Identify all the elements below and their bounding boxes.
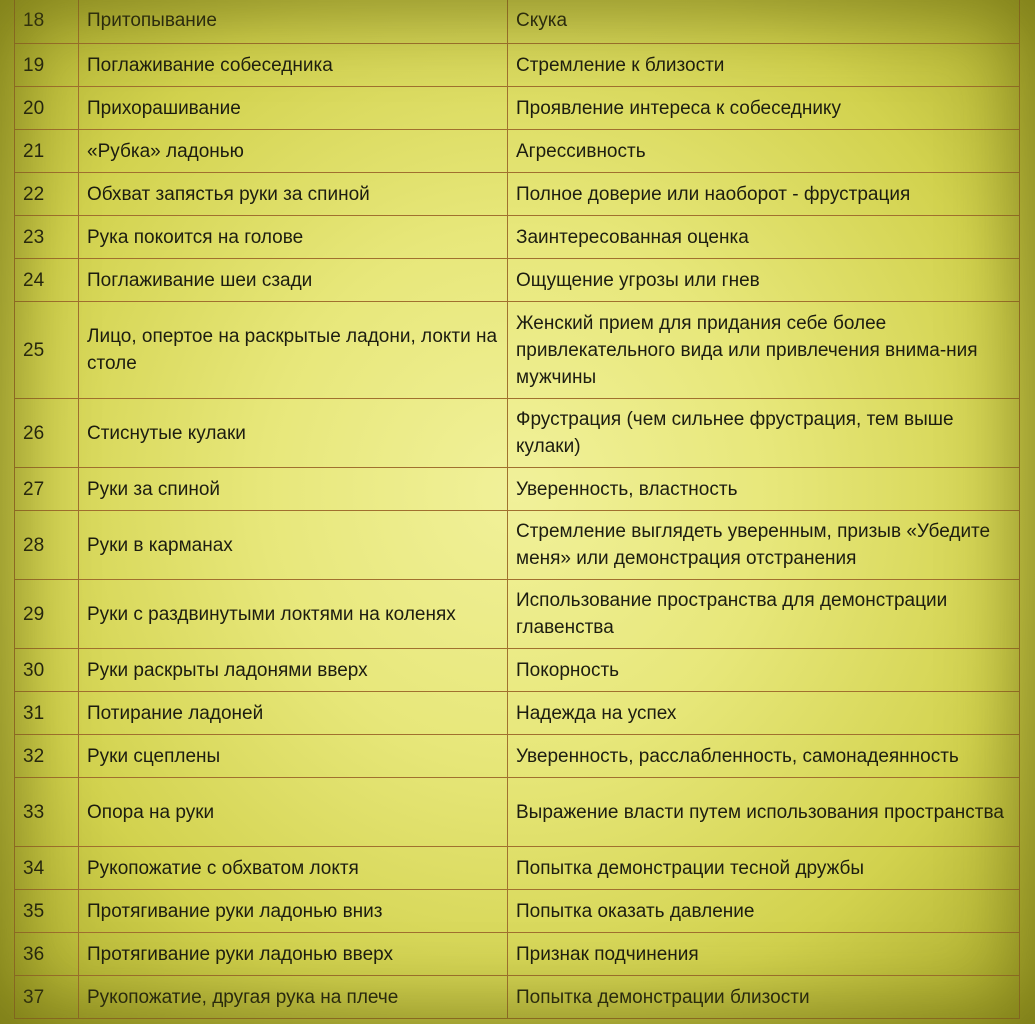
meaning-cell: Агрессивность xyxy=(508,130,1020,173)
gesture-cell: Притопывание xyxy=(79,0,508,44)
table-row xyxy=(15,649,1020,692)
table-row xyxy=(15,0,1020,44)
meaning-cell: Женский прием для придания себе более привлекательного вида или привлечения внима-ния мужчины xyxy=(508,302,1020,399)
table-row xyxy=(15,44,1020,87)
gesture-cell: Руки за спиной xyxy=(79,468,508,511)
meaning-cell: Использование пространства для демонстрации главенства xyxy=(508,580,1020,649)
table-row xyxy=(15,847,1020,890)
row-number-cell: 34 xyxy=(15,847,79,890)
row-number-cell: 22 xyxy=(15,173,79,216)
gesture-cell: «Рубка» ладонью xyxy=(79,130,508,173)
row-number-cell: 31 xyxy=(15,692,79,735)
meaning-cell: Уверенность, властность xyxy=(508,468,1020,511)
row-number-cell: 36 xyxy=(15,933,79,976)
row-number-cell: 19 xyxy=(15,44,79,87)
row-number-cell: 18 xyxy=(15,0,79,44)
gesture-cell: Руки сцеплены xyxy=(79,735,508,778)
gesture-cell: Руки в карманах xyxy=(79,511,508,580)
table-row xyxy=(15,692,1020,735)
meaning-cell: Уверенность, расслабленность, самонадеянность xyxy=(508,735,1020,778)
row-number-cell: 27 xyxy=(15,468,79,511)
meaning-cell: Надежда на успех xyxy=(508,692,1020,735)
table-body xyxy=(15,0,1020,1019)
meaning-cell: Попытка оказать давление xyxy=(508,890,1020,933)
row-number-cell: 28 xyxy=(15,511,79,580)
row-number-cell: 29 xyxy=(15,580,79,649)
gesture-cell: Стиснутые кулаки xyxy=(79,399,508,468)
table-row xyxy=(15,976,1020,1019)
meaning-cell: Заинтересованная оценка xyxy=(508,216,1020,259)
table-row xyxy=(15,130,1020,173)
row-number-cell: 20 xyxy=(15,87,79,130)
row-number-cell: 25 xyxy=(15,302,79,399)
row-number-cell: 35 xyxy=(15,890,79,933)
gesture-cell: Прихорашивание xyxy=(79,87,508,130)
meaning-cell: Скука xyxy=(508,0,1020,44)
gesture-cell: Поглаживание шеи сзади xyxy=(79,259,508,302)
meaning-cell: Признак подчинения xyxy=(508,933,1020,976)
table-row xyxy=(15,259,1020,302)
meaning-cell: Попытка демонстрации тесной дружбы xyxy=(508,847,1020,890)
row-number-cell: 37 xyxy=(15,976,79,1019)
table-row xyxy=(15,216,1020,259)
table-row xyxy=(15,890,1020,933)
meaning-cell: Фрустрация (чем сильнее фрустрация, тем выше кулаки) xyxy=(508,399,1020,468)
meaning-cell: Покорность xyxy=(508,649,1020,692)
gesture-cell: Потирание ладоней xyxy=(79,692,508,735)
table-row xyxy=(15,87,1020,130)
meaning-cell: Полное доверие или наоборот - фрустрация xyxy=(508,173,1020,216)
table-row xyxy=(15,778,1020,847)
table-row xyxy=(15,399,1020,468)
table-row xyxy=(15,173,1020,216)
row-number-cell: 33 xyxy=(15,778,79,847)
gesture-cell: Протягивание руки ладонью вниз xyxy=(79,890,508,933)
table-row xyxy=(15,735,1020,778)
table-row xyxy=(15,468,1020,511)
row-number-cell: 23 xyxy=(15,216,79,259)
gesture-cell: Обхват запястья руки за спиной xyxy=(79,173,508,216)
meaning-cell: Выражение власти путем использования пространства xyxy=(508,778,1020,847)
gesture-cell: Руки с раздвинутыми локтями на коленях xyxy=(79,580,508,649)
gesture-cell: Рукопожатие с обхватом локтя xyxy=(79,847,508,890)
gesture-cell: Руки раскрыты ладонями вверх xyxy=(79,649,508,692)
row-number-cell: 26 xyxy=(15,399,79,468)
table-row xyxy=(15,511,1020,580)
table-row xyxy=(15,933,1020,976)
gesture-cell: Протягивание руки ладонью вверх xyxy=(79,933,508,976)
gesture-cell: Лицо, опертое на раскрытые ладони, локти на столе xyxy=(79,302,508,399)
gesture-cell: Рука покоится на голове xyxy=(79,216,508,259)
meaning-cell: Проявление интереса к собеседнику xyxy=(508,87,1020,130)
row-number-cell: 30 xyxy=(15,649,79,692)
gesture-cell: Поглаживание собеседника xyxy=(79,44,508,87)
gesture-cell: Рукопожатие, другая рука на плече xyxy=(79,976,508,1019)
gestures-table xyxy=(14,0,1020,1019)
meaning-cell: Стремление выглядеть уверенным, призыв «Убедите меня» или демонстрация отстранения xyxy=(508,511,1020,580)
gesture-cell: Опора на руки xyxy=(79,778,508,847)
meaning-cell: Ощущение угрозы или гнев xyxy=(508,259,1020,302)
table-row xyxy=(15,580,1020,649)
meaning-cell: Стремление к близости xyxy=(508,44,1020,87)
row-number-cell: 21 xyxy=(15,130,79,173)
meaning-cell: Попытка демонстрации близости xyxy=(508,976,1020,1019)
table-row xyxy=(15,302,1020,399)
row-number-cell: 32 xyxy=(15,735,79,778)
row-number-cell: 24 xyxy=(15,259,79,302)
